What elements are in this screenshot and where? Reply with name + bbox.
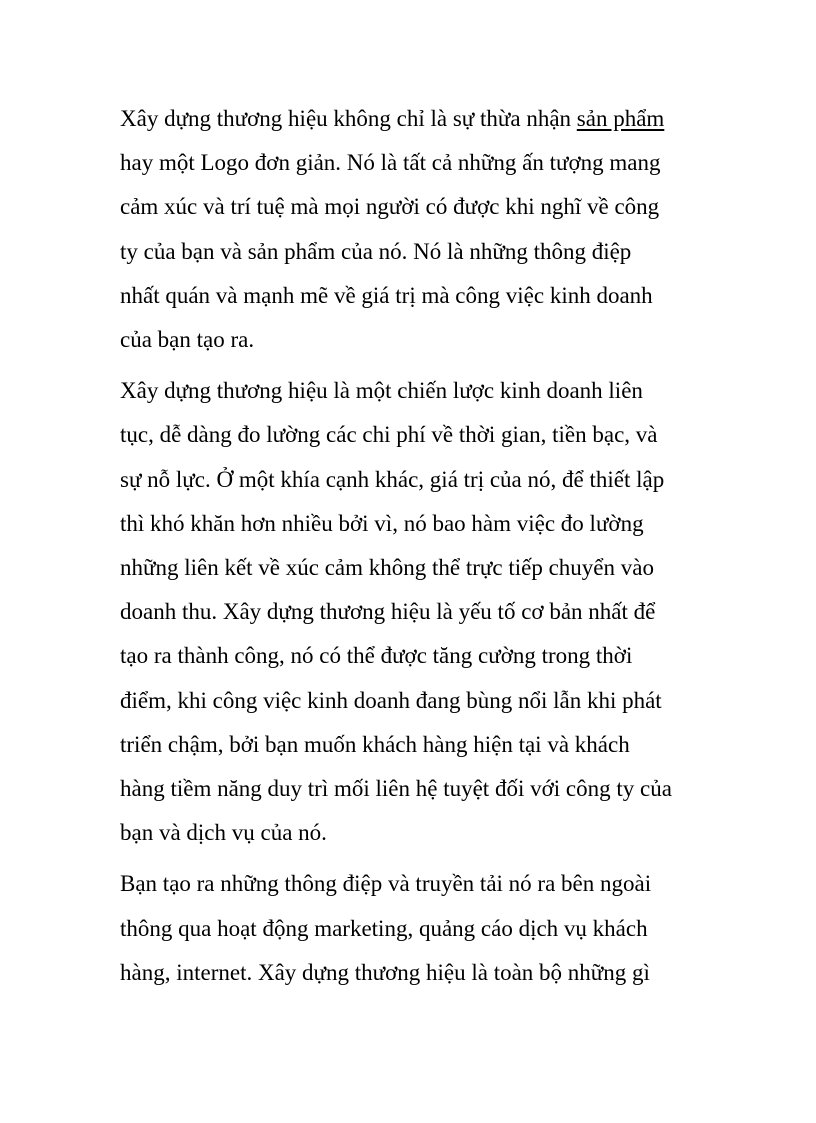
- san-pham-link[interactable]: sản phẩm: [576, 106, 665, 131]
- text-line: thì khó khăn hơn nhiều bởi vì, nó bao hàm việc đo lường: [120, 510, 644, 536]
- text-line: triển chậm, bởi bạn muốn khách hàng hiện tại và khách: [120, 731, 630, 757]
- text-line: thông qua hoạt động marketing, quảng cáo dịch vụ khách: [120, 915, 648, 941]
- text-line: những liên kết về xúc cảm không thể trực tiếp chuyển vào: [120, 555, 654, 581]
- text-line: tục, dễ dàng đo lường các chi phí về thời gian, tiền bạc, và: [120, 422, 658, 448]
- paragraph-3: [120, 862, 710, 995]
- text-line: cảm xúc và trí tuệ mà mọi người có được khi nghĩ về công: [120, 194, 660, 220]
- text-line: điểm, khi công việc kinh doanh đang bùng nổi lẫn khi phát: [120, 687, 662, 713]
- text-line: Xây dựng thương hiệu là một chiến lược kinh doanh liên: [120, 378, 643, 404]
- text-line: hay một Logo đơn giản. Nó là tất cả những ấn tượng mang: [120, 150, 661, 176]
- text-line: của bạn tạo ra.: [120, 327, 255, 353]
- text-line: sự nỗ lực. Ở một khía cạnh khác, giá trị của nó, để thiết lập: [120, 466, 665, 492]
- text-line: ty của bạn và sản phẩm của nó. Nó là những thông điệp: [120, 238, 632, 264]
- text-line: doanh thu. Xây dựng thương hiệu là yếu tố cơ bản nhất để: [120, 599, 656, 625]
- paragraph-1: [120, 97, 710, 362]
- text-line: [120, 97, 710, 141]
- text-line: tạo ra thành công, nó có thể được tăng cường trong thời: [120, 643, 633, 669]
- text-line: bạn và dịch vụ của nó.: [120, 820, 327, 846]
- line-text: Xây dựng thương hiệu không chỉ là sự thừa nhận: [120, 106, 577, 131]
- paragraph-2: [120, 369, 710, 855]
- text-line: hàng, internet. Xây dựng thương hiệu là toàn bộ những gì: [120, 959, 650, 985]
- text-line: nhất quán và mạnh mẽ về giá trị mà công việc kinh doanh: [120, 282, 653, 308]
- document-body: [120, 97, 710, 1002]
- text-line: Bạn tạo ra những thông điệp và truyền tải nó ra bên ngoài: [120, 871, 652, 897]
- text-line: hàng tiềm năng duy trì mối liên hệ tuyệt đối với công ty của: [120, 776, 672, 802]
